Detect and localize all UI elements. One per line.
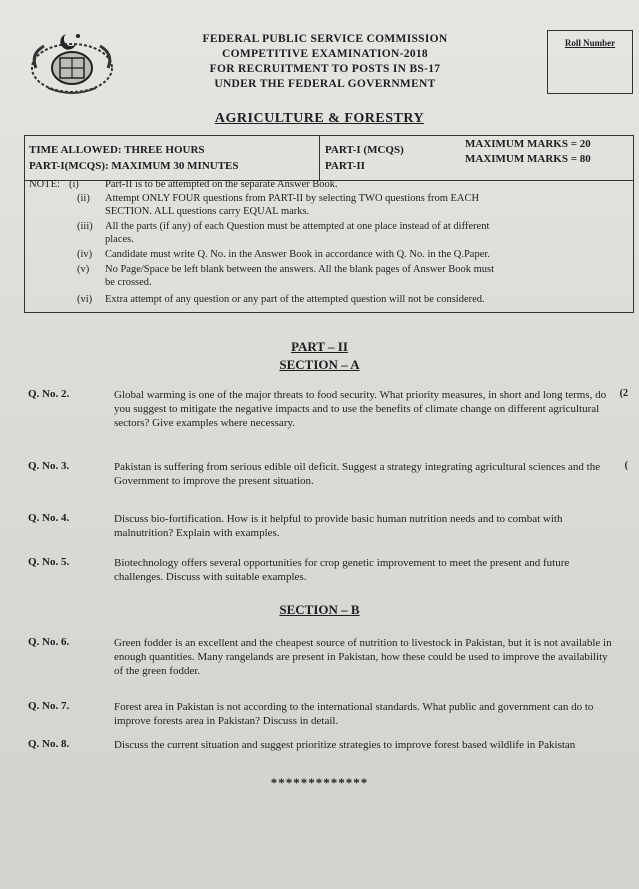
question-number: Q. No. 5. <box>28 556 70 568</box>
part2-label: PART-II <box>325 160 365 172</box>
question-text: Discuss bio-fortification. How is it helpful to provide basic human nutrition needs and to combat with malnutrition? Explain with examples. <box>114 513 563 539</box>
header-line-2: COMPETITIVE EXAMINATION-2018 <box>222 48 428 60</box>
section-a-title: SECTION – A <box>279 357 360 372</box>
note-text: Extra attempt of any question or any part of the attempted question will not be considered. <box>105 294 485 305</box>
question-number: Q. No. 4. <box>28 512 70 524</box>
part2-marks: MAXIMUM MARKS = 80 <box>465 153 591 165</box>
note-text: Part-II is to be attempted on the separate Answer Book. <box>105 179 338 190</box>
question-text: Discuss the current situation and suggest prioritize strategies to improve forest based wildlife in Pakistan <box>114 739 576 751</box>
note-text: SECTION. ALL questions carry EQUAL marks. <box>105 206 310 217</box>
part1-marks: MAXIMUM MARKS = 20 <box>465 138 591 150</box>
part1-label: PART-I (MCQS) <box>325 144 404 156</box>
question-number: Q. No. 6. <box>28 636 70 648</box>
header-line-4: UNDER THE FEDERAL GOVERNMENT <box>214 78 436 90</box>
exam-header <box>150 32 500 92</box>
note-text: Attempt ONLY FOUR questions from PART-II by selecting TWO questions from EACH <box>105 193 480 204</box>
note-num: (iii) <box>77 221 93 232</box>
question-text: Biotechnology offers several opportunities for crop genetic improvement to meet the present and future challenges. Discuss with suitable examples. <box>114 557 570 583</box>
subject-title: AGRICULTURE & FORESTRY <box>214 111 425 126</box>
header-line-3: FOR RECRUITMENT TO POSTS IN BS-17 <box>209 63 441 75</box>
note-text: places. <box>105 234 134 245</box>
question-text: Global warming is one of the major threats to food security. What priority measures, in short and long terms, do you suggest to mitigate the negative impacts and to use the benefits of climate change on different agricultural sectors? Give examples where necessary. <box>114 389 607 429</box>
note-text: Candidate must write Q. No. in the Answer Book in accordance with Q. No. in the Q.Paper. <box>105 249 490 260</box>
government-emblem-icon <box>26 28 118 96</box>
note-text: All the parts (if any) of each Question must be attempted at one place instead of at different <box>105 221 490 232</box>
note-num: (iv) <box>77 249 93 260</box>
question-marks: ( <box>624 460 628 471</box>
question-text: Pakistan is suffering from serious edible oil deficit. Suggest a strategy integrating agricultural sciences and the Government to improve the present situation. <box>114 461 601 487</box>
question-text: Forest area in Pakistan is not according to the international standards. What public and government can do to improve forests area in Pakistan? Discuss in detail. <box>114 701 594 727</box>
note-num: (v) <box>77 264 90 275</box>
note-text: be crossed. <box>105 277 152 288</box>
note-num: (i) <box>69 179 79 190</box>
part2-title: PART – II <box>291 339 348 354</box>
part1-time: PART-I(MCQS): MAXIMUM 30 MINUTES <box>29 160 239 172</box>
note-text: No Page/Space be left blank between the answers. All the blank pages of Answer Book must <box>105 264 494 275</box>
notes-box <box>24 179 634 313</box>
question-number: Q. No. 3. <box>28 460 70 472</box>
note-num: (ii) <box>77 193 90 204</box>
question-number: Q. No. 7. <box>28 700 70 712</box>
exam-info-box <box>24 135 634 181</box>
note-label: NOTE: <box>29 179 60 190</box>
roll-number-box <box>547 30 633 94</box>
question-number: Q. No. 8. <box>28 738 70 750</box>
question-number: Q. No. 2. <box>28 388 70 400</box>
question-text: Green fodder is an excellent and the cheapest source of nutrition to livestock in Pakistan, but it is not available in enough quantities. Many rangelands are present in Pakistan, how these could be used to improve the availability of the green fodder. <box>114 637 612 677</box>
question-marks: (2 <box>619 388 628 399</box>
section-b-title: SECTION – B <box>279 602 360 617</box>
roll-number-label: Roll Number <box>564 38 616 48</box>
end-of-paper-stars: ************* <box>270 775 369 790</box>
note-num: (vi) <box>77 294 93 305</box>
time-allowed: TIME ALLOWED: THREE HOURS <box>29 144 205 156</box>
header-line-1: FEDERAL PUBLIC SERVICE COMMISSION <box>202 33 448 45</box>
